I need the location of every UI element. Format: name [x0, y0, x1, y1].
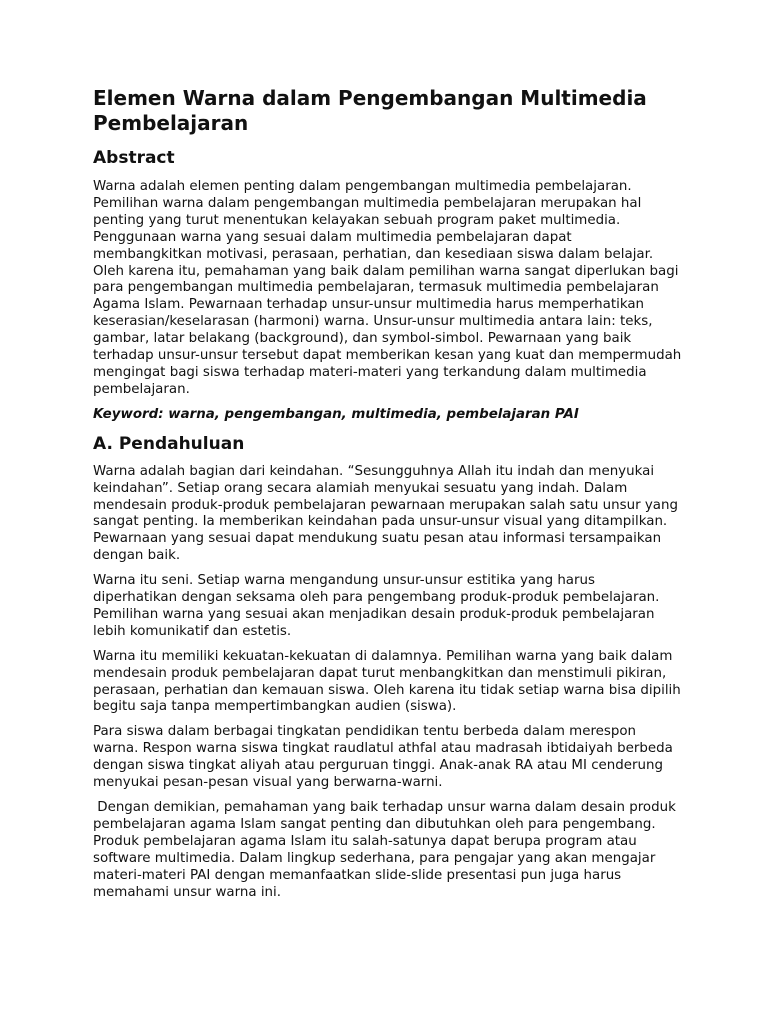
section-a-heading: A. Pendahuluan: [93, 433, 245, 454]
body-paragraph-2: Warna itu seni. Setiap warna mengandung unsur-unsur estitika yang harus diperhatikan dengan seksama oleh para pengembang produk-produk pembelajaran. Pemilihan warna yang sesuai akan menjadikan desain produk-produk pembelajaran lebih komunikatif dan estetis.: [93, 573, 660, 639]
document-page: [93, 86, 683, 909]
document-title: Elemen Warna dalam Pengembangan Multimedia Pembelajaran: [93, 86, 647, 135]
body-paragraph-5: Dengan demikian, pemahaman yang baik terhadap unsur warna dalam desain produk pembelajaran agama Islam sangat penting dan dibutuhkan oleh para pengembang. Produk pembelajaran agama Islam itu salah-satunya dapat berupa program atau software multimedia. Dalam lingkup sederhana, para pengajar yang akan mengajar materi-materi PAI dengan memanfaatkan slide-slide presentasi pun juga harus memahami unsur warna ini.: [93, 800, 681, 900]
body-paragraph-4: Para siswa dalam berbagai tingkatan pendidikan tentu berbeda dalam merespon warna. Respon warna siswa tingkat raudlatul athfal atau madrasah ibtidaiyah berbeda dengan siswa tingkat aliyah atau perguruan tinggi. Anak-anak RA atau MI cenderung menyukai pesan-pesan visual yang berwarna-warni.: [93, 724, 673, 791]
keyword-line: Keyword: warna, pengembangan, multimedia, pembelajaran PAI: [93, 406, 579, 422]
body-paragraph-3: Warna itu memiliki kekuatan-kekuatan di dalamnya. Pemilihan warna yang baik dalam mendesain produk pembelajaran dapat turut menbangkitkan dan menstimuli pikiran, perasaan, perhatian dan kemauan siswa. Oleh karena itu tidak setiap warna bisa dipilih begitu saja tanpa mempertimbangkan audien (siswa).: [93, 648, 681, 715]
abstract-heading: Abstract: [93, 148, 175, 168]
abstract-paragraph: Warna adalah elemen penting dalam pengembangan multimedia pembelajaran. Pemilihan warna dalam pengembangan multimedia pembelajaran merupakan hal penting yang turut menentukan kelayakan sebuah program paket multimedia. Penggunaan warna yang sesuai dalam multimedia pembelajaran dapat membangkitkan motivasi, perasaan, perhatian, dan kesediaan siswa dalam belajar. Oleh karena itu, pemahaman yang baik dalam pemilihan warna sangat diperlukan bagi para pengembangan multimedia pembelajaran, termasuk multimedia pembelajaran Agama Islam. Pewarnaan terhadap unsur-unsur multimedia harus memperhatikan keserasian/keselarasan (harmoni) warna. Unsur-unsur multimedia antara lain: teks, gambar, latar belakang (background), dan symbol-simbol. Pewarnaan yang baik terhadap unsur-unsur tersebut dapat memberikan kesan yang kuat dan mempermudah mengingat bagi siswa terhadap materi-materi yang terkandung dalam multimedia pembelajaran.: [93, 179, 682, 397]
body-paragraph-1: Warna adalah bagian dari keindahan. “Sesungguhnya Allah itu indah dan menyukai keindahan”. Setiap orang secara alamiah menyukai sesuatu yang indah. Dalam mendesain produk-produk pembelajaran pewarnaan merupakan salah satu unsur yang sangat penting. Ia memberikan keindahan pada unsur-unsur visual yang ditampilkan. Pewarnaan yang sesuai dapat mendukung suatu pesan atau informasi tersampaikan dengan baik.: [93, 463, 678, 564]
